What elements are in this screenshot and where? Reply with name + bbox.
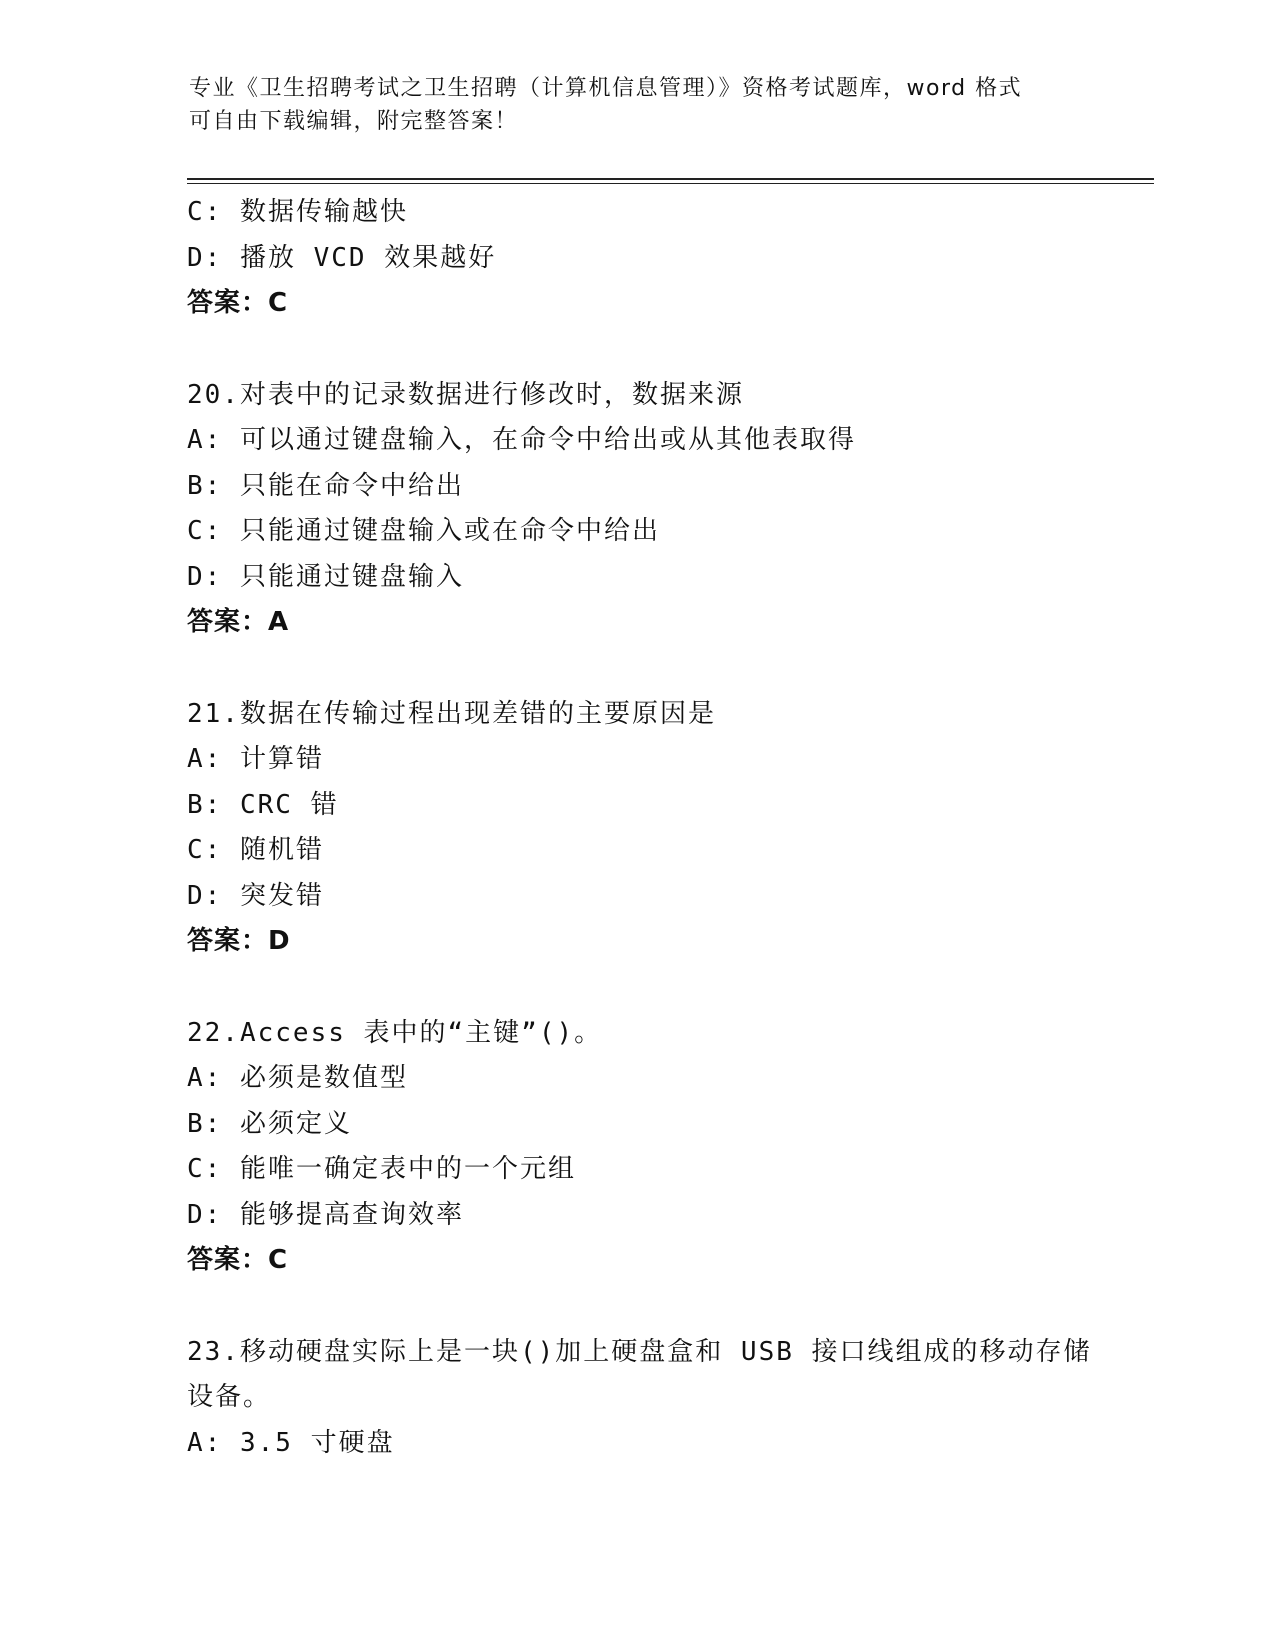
option-a: A: 3.5 寸硬盘	[187, 1427, 395, 1458]
answer-line: 答案：C	[187, 1245, 289, 1275]
option-b: B: 只能在命令中给出	[187, 470, 464, 501]
option-c: C: 随机错	[187, 835, 324, 865]
option-a: A: 必须是数值型	[187, 1063, 408, 1093]
question-text: 20.对表中的记录数据进行修改时，数据来源	[187, 379, 744, 410]
header-line-1: 专业《卫生招聘考试之卫生招聘（计算机信息管理）》资格考试题库，word 格式	[189, 76, 1023, 101]
question-text-line-2: 设备。	[187, 1382, 272, 1412]
option-c: C: 能唯一确定表中的一个元组	[187, 1154, 576, 1184]
question-20	[187, 373, 1087, 646]
document-header	[189, 72, 1069, 138]
option-a: A: 计算错	[187, 744, 324, 774]
question-21	[187, 692, 1087, 965]
option-a: A: 可以通过键盘输入，在命令中给出或从其他表取得	[187, 425, 856, 455]
option-d: D: 能够提高查询效率	[187, 1199, 464, 1230]
question-22	[187, 1011, 1087, 1284]
question-text-line-1: 23.移动硬盘实际上是一块()加上硬盘盒和 USB 接口线组成的移动存储	[187, 1336, 1092, 1367]
answer-line: 答案：C	[187, 288, 289, 318]
question-list	[187, 190, 1092, 1466]
question-23	[187, 1330, 1092, 1467]
header-rule-thin	[187, 183, 1154, 184]
answer-line: 答案：D	[187, 926, 291, 956]
question-text: 22.Access 表中的“主键”()。	[187, 1017, 603, 1048]
option-c: C: 只能通过键盘输入或在命令中给出	[187, 516, 660, 546]
question-19-tail	[187, 190, 1087, 327]
option-b: B: CRC 错	[187, 789, 339, 820]
option-b: B: 必须定义	[187, 1108, 352, 1139]
header-rule-thick	[187, 178, 1154, 180]
option-d: D: 只能通过键盘输入	[187, 561, 464, 592]
answer-line: 答案：A	[187, 607, 290, 637]
header-line-2: 可自由下载编辑，附完整答案！	[189, 109, 519, 134]
question-text: 21.数据在传输过程出现差错的主要原因是	[187, 698, 716, 729]
option-c: C: 数据传输越快	[187, 197, 408, 227]
option-d: D: 突发错	[187, 880, 324, 911]
option-d: D: 播放 VCD 效果越好	[187, 242, 497, 273]
